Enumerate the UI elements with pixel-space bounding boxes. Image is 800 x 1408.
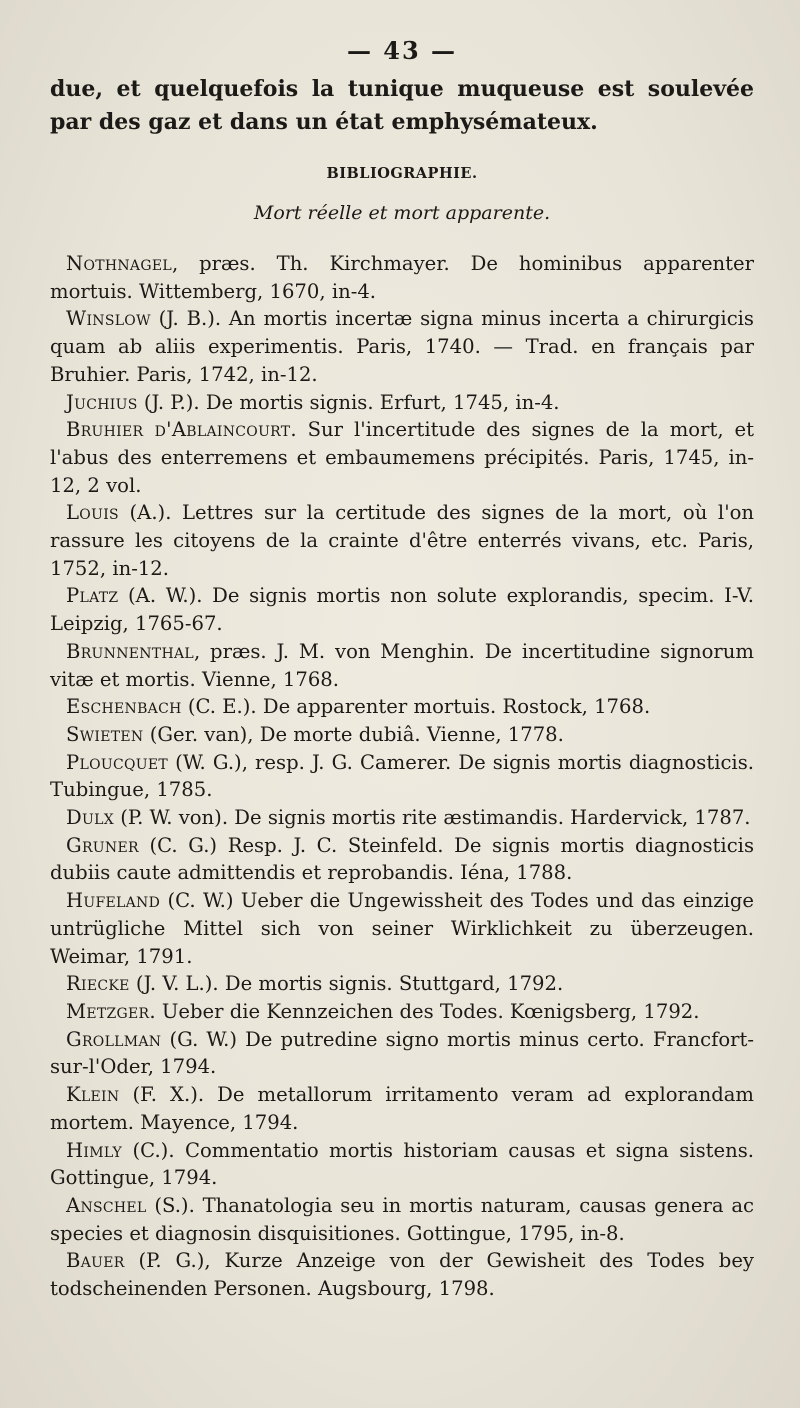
bibliography-entry: [50, 998, 754, 1026]
bibliography-list: [50, 250, 754, 1303]
entry-author: Dulx: [66, 806, 114, 830]
entry-text: (C. W.) Ueber die Ungewissheit des Todes und das einzige untrügliche Mittel sich von seiner Wirklichkeit zu überzeugen. Weimar, 1791.: [50, 889, 754, 968]
bibliography-entry: [50, 1192, 754, 1247]
entry-text: (F. X.). De metallorum irritamento veram ad explorandam mortem. Mayence, 1794.: [50, 1083, 754, 1134]
page-number: — 43 —: [346, 36, 458, 65]
entry-text: , præs. Th. Kirchmayer. De hominibus apparenter mortuis. Wittemberg, 1670, in-4.: [50, 252, 754, 303]
entry-text: , præs. J. M. von Menghin. De incertitudine signorum vitæ et mortis. Vienne, 1768.: [50, 639, 754, 691]
entry-author: Riecke: [66, 972, 130, 996]
bibliography-entry: [50, 1081, 754, 1136]
entry-text: (C. E.). De apparenter mortuis. Rostock, 1768.: [181, 695, 651, 719]
entry-text: (C.). Commentatio mortis historiam causas et signa sistens. Gottingue, 1794.: [50, 1138, 754, 1190]
entry-author: Juchius: [66, 390, 138, 414]
entry-author: Grollman: [66, 1027, 162, 1051]
entry-author: Brunnenthal: [66, 639, 194, 663]
entry-text: (S.). Thanatologia seu in mortis naturam, causas genera ac species et diagnosin disquisitiones. Gottingue, 1795, in-8.: [50, 1193, 754, 1245]
entry-text: (J. P.). De mortis signis. Erfurt, 1745, in-4.: [137, 390, 560, 414]
entry-author: Gruner: [66, 833, 139, 857]
bibliography-entry: [50, 721, 754, 749]
entry-author: Hufeland: [66, 889, 161, 913]
entry-text: (G. W.) De putredine signo mortis minus certo. Francfort-sur-l'Oder, 1794.: [50, 1027, 754, 1079]
entry-author: Winslow: [66, 307, 151, 331]
entry-text: (C. G.) Resp. J. C. Steinfeld. De signis mortis diagnosticis dubiis caute admittendis et reprobandis. Iéna, 1788.: [50, 833, 754, 885]
bibliography-entry: [50, 389, 754, 417]
entry-author: Swieten: [66, 722, 144, 746]
section-heading: BIBLIOGRAPHIE.: [326, 165, 478, 182]
entry-text: (W. G.), resp. J. G. Camerer. De signis mortis diagnosticis. Tubingue, 1785.: [50, 750, 754, 802]
entry-text: (J. B.). An mortis incertæ signa minus incerta a chirurgicis quam ab aliis experimentis. Paris, 1740. — Trad. en français par Bruhier. Paris, 1742, in-12.: [50, 307, 754, 386]
entry-text: (Ger. van), De morte dubiâ. Vienne, 1778.: [143, 722, 564, 746]
bibliography-entry: [50, 582, 754, 637]
bibliography-entry: [50, 693, 754, 721]
entry-author: Louis: [66, 501, 119, 525]
entry-text: (A. W.). De signis mortis non solute explorandis, specim. I-V. Leipzig, 1765-67.: [50, 584, 754, 636]
bibliography-entry: [50, 499, 754, 582]
text-column: [50, 36, 754, 1303]
entry-text: . Ueber die Kennzeichen des Todes. Kœnigsberg, 1792.: [149, 999, 700, 1023]
bibliography-entry: [50, 832, 754, 887]
entry-author: Metzger: [66, 999, 150, 1023]
entry-author: Ploucquet: [66, 750, 169, 774]
entry-text: (A.). Lettres sur la certitude des signes de la mort, où l'on rassure les citoyens de la crainte d'être enterrés vivans, etc. Paris, 1752, in-12.: [50, 501, 754, 580]
entry-text: (P. G.), Kurze Anzeige von der Gewisheit des Todes bey todscheinenden Personen. Augsbourg, 1798.: [50, 1249, 754, 1301]
intro-paragraph: due, et quelquefois la tunique muqueuse est soulevée par des gaz et dans un état emphysémateux.: [50, 76, 754, 135]
bibliography-entry: [50, 887, 754, 970]
bibliography-entry: [50, 638, 754, 693]
bibliography-entry: [50, 970, 754, 998]
entry-author: Klein: [66, 1083, 120, 1107]
sub-heading: Mort réelle et mort apparente.: [253, 202, 551, 224]
bibliography-entry: [50, 749, 754, 804]
entry-author: Eschenbach: [66, 695, 182, 719]
entry-author: Himly: [66, 1138, 123, 1162]
entry-text: (P. W. von). De signis mortis rite æstimandis. Hardervick, 1787.: [113, 806, 751, 830]
entry-author: Anschel: [66, 1193, 147, 1217]
entry-author: Bruhier d'Ablaincourt: [66, 418, 291, 442]
bibliography-entry: [50, 250, 754, 305]
bibliography-entry: [50, 416, 754, 499]
entry-author: Nothnagel: [66, 252, 172, 275]
entry-text: (J. V. L.). De mortis signis. Stuttgard, 1792.: [129, 972, 564, 996]
entry-text: . Sur l'incertitude des signes de la mort, et l'abus des enterremens et embaumemens précipités. Paris, 1745, in-12, 2 vol.: [50, 418, 755, 497]
entry-author: Platz: [66, 584, 119, 608]
bibliography-entry: [50, 804, 754, 832]
entry-author: Bauer: [66, 1249, 125, 1273]
bibliography-entry: [50, 1247, 754, 1302]
bibliography-entry: [50, 305, 754, 388]
bibliography-entry: [50, 1026, 754, 1081]
bibliography-entry: [50, 1137, 754, 1192]
